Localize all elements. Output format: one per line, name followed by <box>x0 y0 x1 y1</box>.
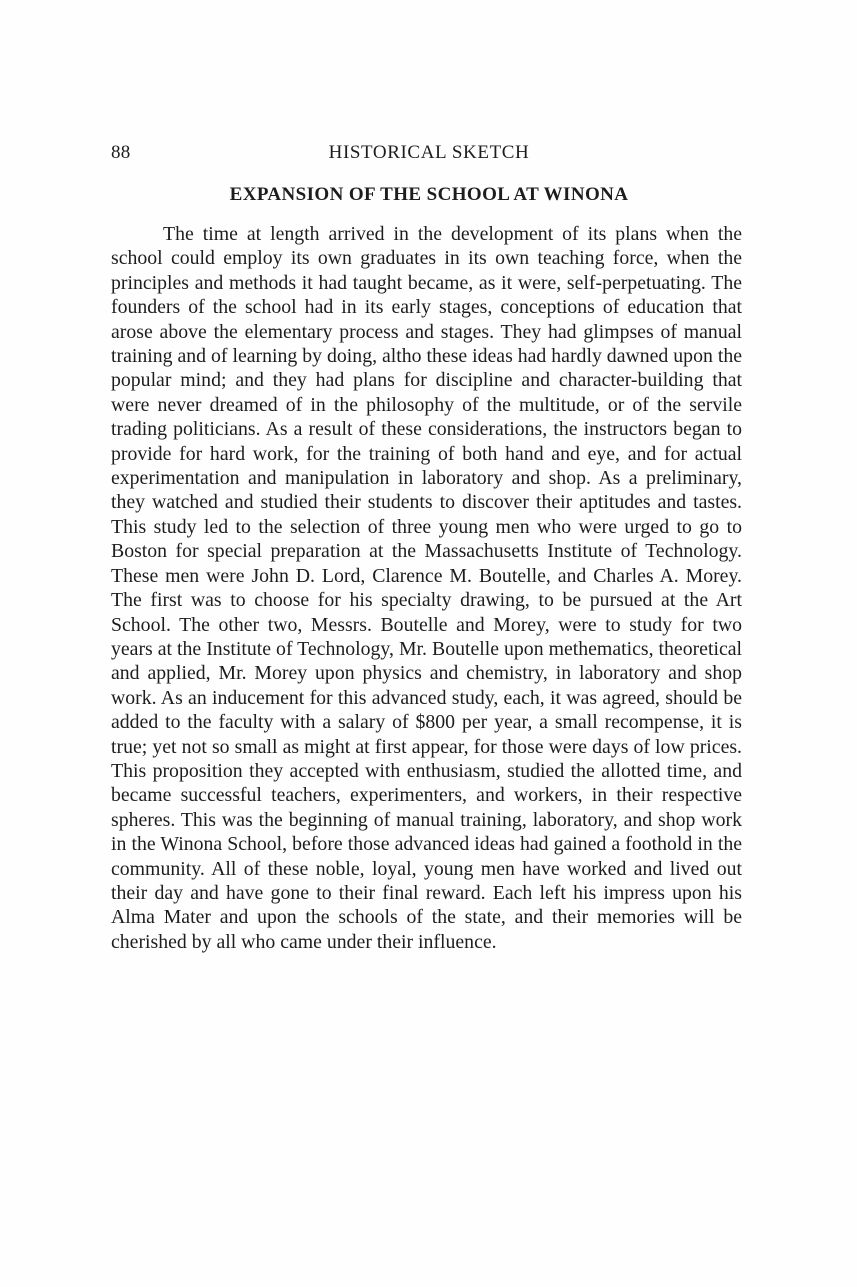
running-head <box>111 142 747 168</box>
running-title: HISTORICAL SKETCH <box>328 142 530 163</box>
section-title: EXPANSION OF THE SCHOOL AT WINONA <box>229 184 629 205</box>
body-paragraph: The time at length arrived in the development of its plans when the school could employ its own graduates in its own teaching force, when the principles and methods it had taught became, as it were, self-perpetuating. The founders of the school had in its early stages, conceptions of education that arose above the elementary process and stages. They had glimpses of manual training and of learning by doing, altho these ideas had hardly dawned upon the popular mind; and they had plans for discipline and character-building that were never dreamed of in the philosophy of the multitude, or of the servile trading politicians. As a result of these considerations, the instructors began to provide for hard work, for the training of both hand and eye, and for actual experimentation and manipulation in laboratory and shop. As a preliminary, they watched and studied their students to discover their aptitudes and tastes. This study led to the selection of three young men who were urged to go to Boston for special preparation at the Massachusetts Institute of Technology. These men were John D. Lord, Clarence M. Boutelle, and Charles A. Morey. The first was to choose for his specialty drawing, to be pursued at the Art School. The other two, Messrs. Boutelle and Morey, were to study for two years at the Institute of Technology, Mr. Boutelle upon methematics, theoretical and applied, Mr. Morey upon physics and chemistry, in laboratory and shop work. As an inducement for this advanced study, each, it was agreed, should be added to the faculty with a salary of $800 per year, a small recompense, it is true; yet not so small as might at first appear, for those were days of low prices. This proposition they accepted with enthusiasm, studied the allotted time, and became successful teachers, experimenters, and workers, in their respective spheres. This was the beginning of manual training, laboratory, and shop work in the Winona School, before those advanced ideas had gained a foothold in the community. All of these noble, loyal, young men have worked and lived out their day and have gone to their final reward. Each left his impress upon his Alma Mater and upon the schools of the state, and their memories will be cherished by all who came under their influence. <box>111 223 742 953</box>
page-number: 88 <box>111 142 131 163</box>
